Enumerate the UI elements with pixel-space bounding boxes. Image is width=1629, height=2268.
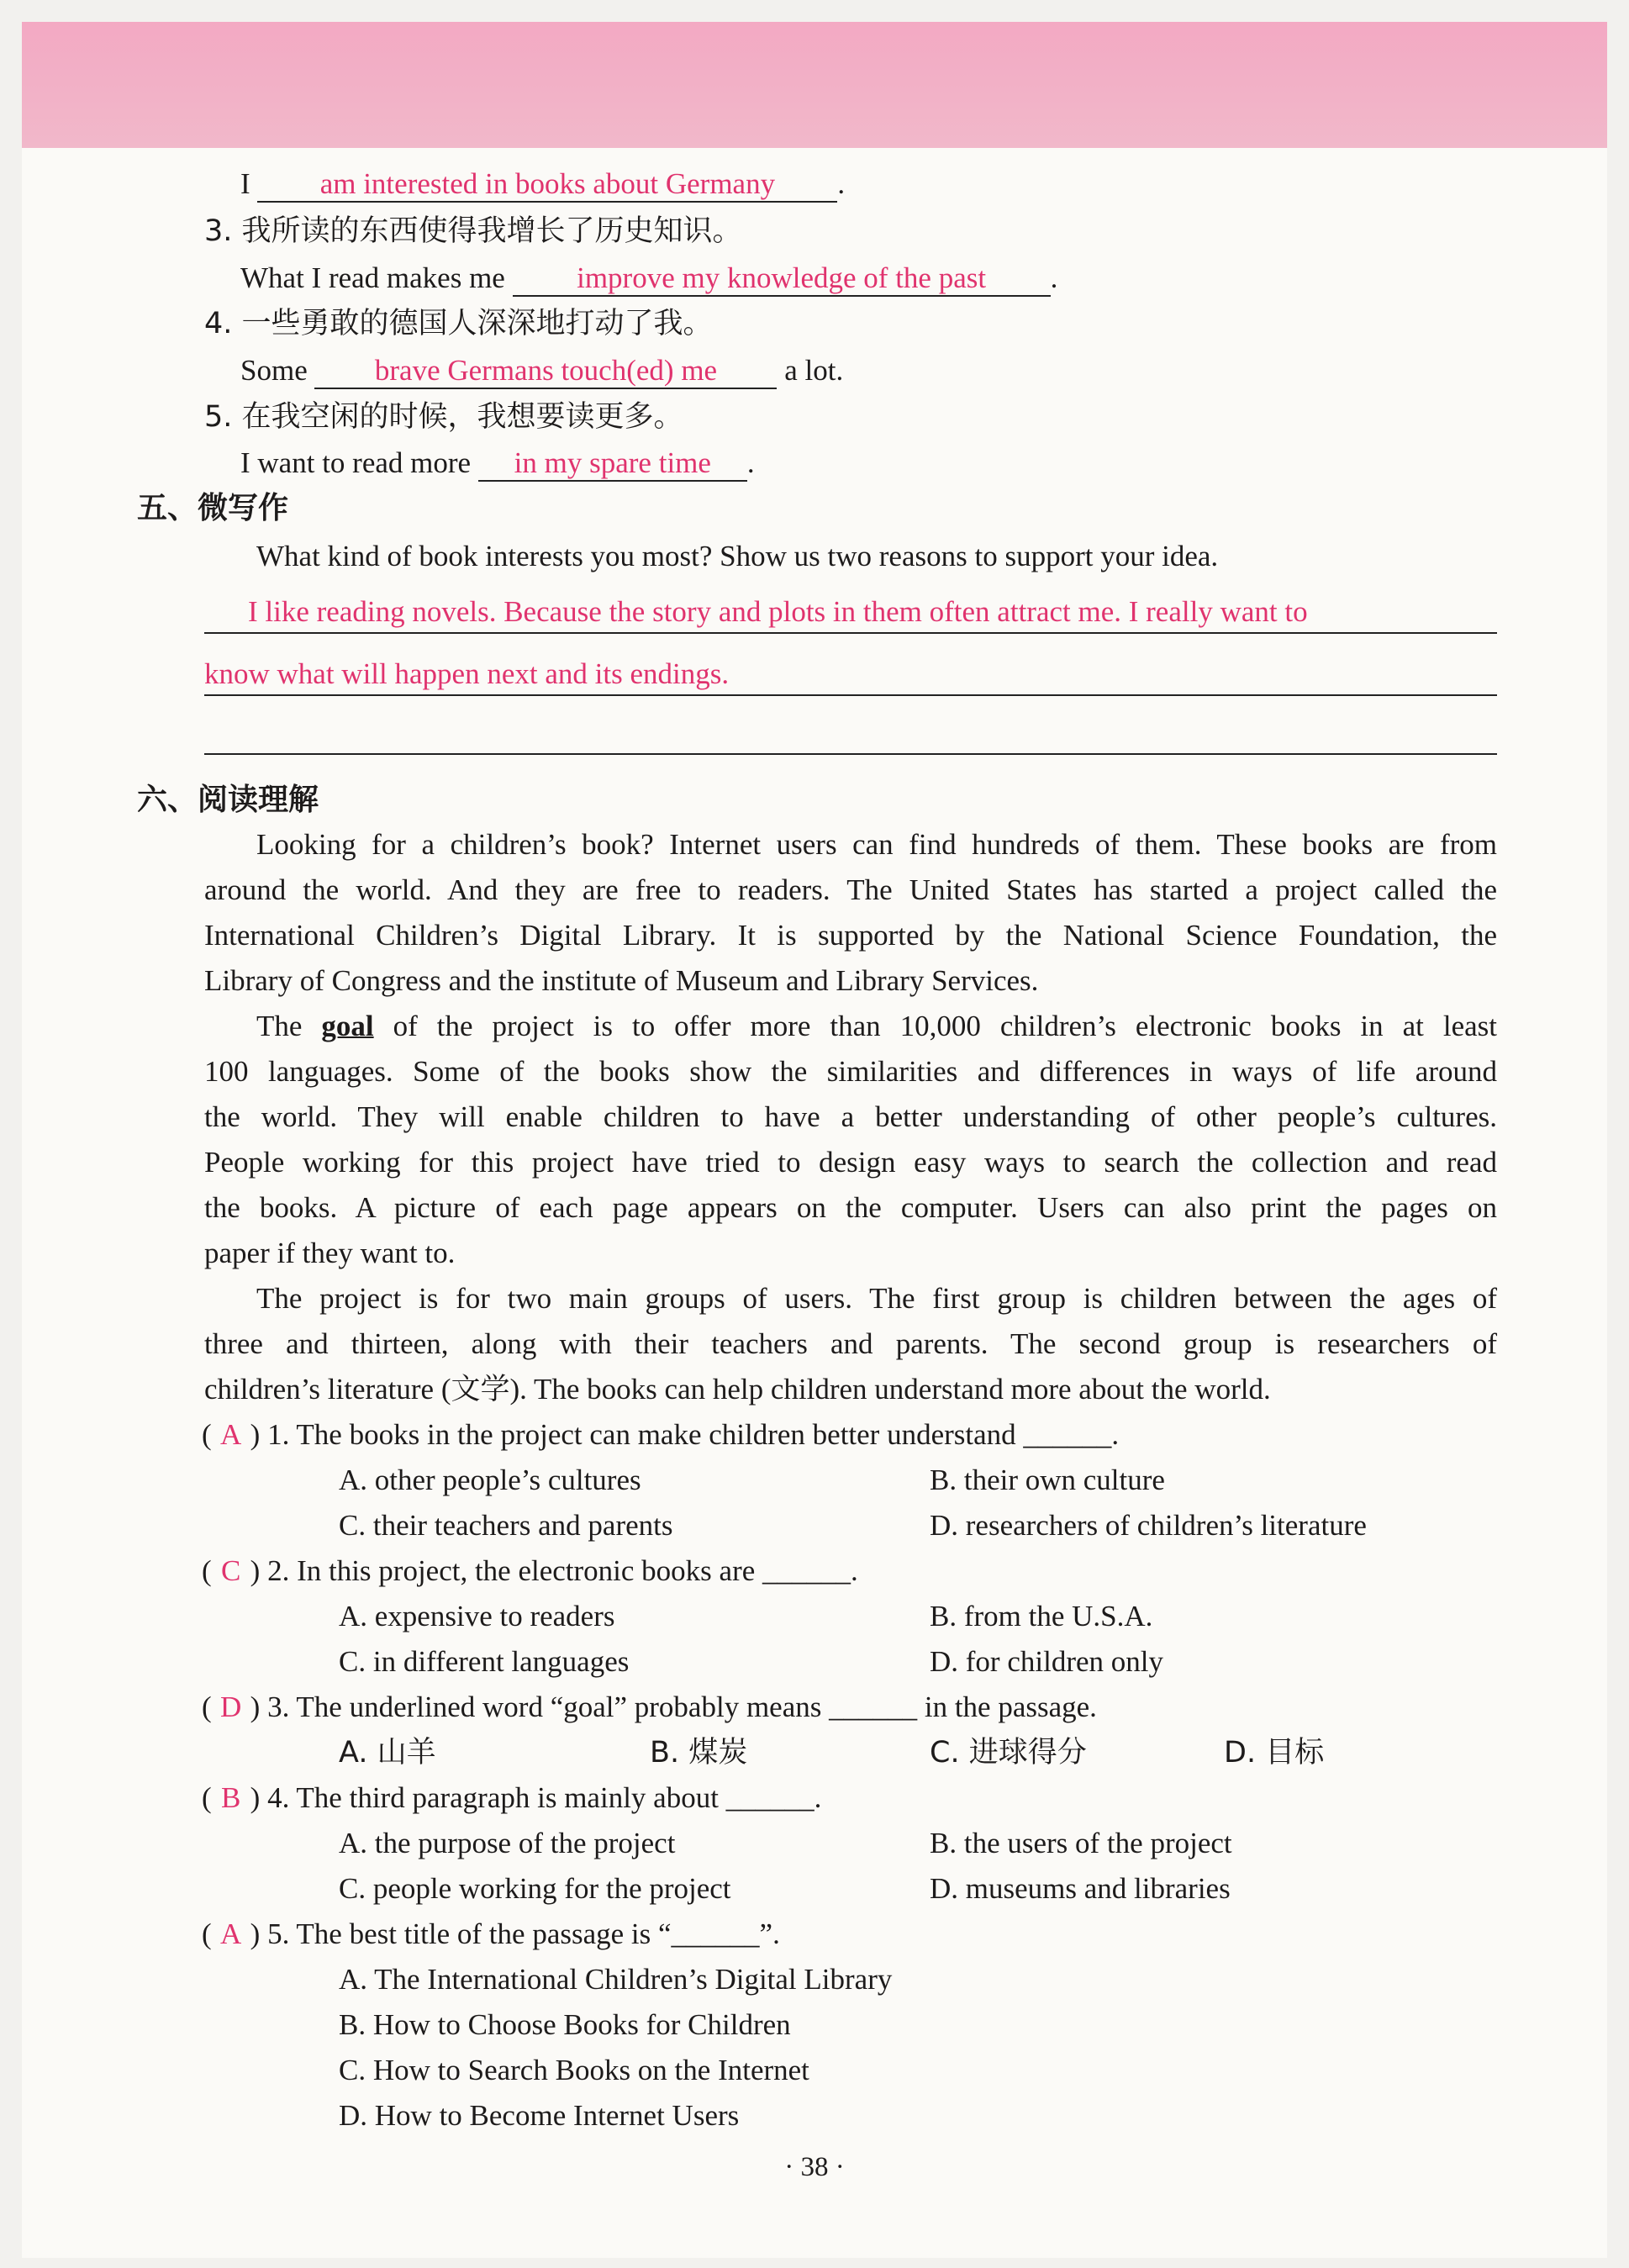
option: D. researchers of children’s literature <box>930 1509 1367 1542</box>
translation-item: I want to read more in my spare time . <box>240 445 755 482</box>
option: A. the purpose of the project <box>339 1827 676 1859</box>
option: D. 目标 <box>1224 1736 1325 1770</box>
question-stem: ( C ) 2. In this project, the electronic books are ______. <box>202 1553 858 1590</box>
question-stem: ( A ) 1. The books in the project can make children better understand ______. <box>202 1416 1119 1453</box>
writing-rule <box>204 632 1497 634</box>
passage-line: People working for this project have tried to design easy ways to search the collection and read <box>204 1146 1497 1179</box>
item-tail: . <box>837 167 846 200</box>
option: B. 煤炭 <box>650 1736 748 1770</box>
section-heading-writing: 五、微写作 <box>137 491 289 525</box>
answer-mark: A <box>220 1917 242 1950</box>
answer-mark: A <box>220 1418 242 1451</box>
option: A. The International Children’s Digital Library <box>339 1963 893 1996</box>
translation-item-cn: 5. 在我空闲的时候，我想要读更多。 <box>204 400 683 434</box>
section-heading-reading: 六、阅读理解 <box>137 783 319 817</box>
option: D. museums and libraries <box>930 1872 1231 1905</box>
answer-blank: improve my knowledge of the past <box>513 261 1051 297</box>
option: A. expensive to readers <box>339 1600 615 1632</box>
answer-blank: am interested in books about Germany <box>257 167 837 203</box>
writing-prompt: What kind of book interests you most? Show us two reasons to support your idea. <box>256 540 1219 572</box>
option: C. How to Search Books on the Internet <box>339 2054 809 2086</box>
underlined-word: goal <box>321 1010 374 1042</box>
question-stem: ( B ) 4. The third paragraph is mainly about ______. <box>202 1780 821 1817</box>
option: A. other people’s cultures <box>339 1464 641 1496</box>
passage-line: around the world. And they are free to readers. The United States has started a project called the <box>204 873 1497 906</box>
answer-blank: brave Germans touch(ed) me <box>314 354 777 389</box>
option: B. the users of the project <box>930 1827 1232 1859</box>
passage-line: paper if they want to. <box>204 1237 456 1269</box>
passage-line: 100 languages. Some of the books show the similarities and differences in ways of life around <box>204 1055 1497 1088</box>
translation-item: What I read makes me improve my knowledge of the past . <box>240 260 1057 297</box>
option: B. from the U.S.A. <box>930 1600 1153 1632</box>
answer-mark: B <box>220 1781 241 1814</box>
translation-item-cn: 4. 一些勇敢的德国人深深地打动了我。 <box>204 307 713 340</box>
passage-line: Library of Congress and the institute of Museum and Library Services. <box>204 964 1039 997</box>
option: A. 山羊 <box>339 1736 436 1770</box>
answer-mark: C <box>220 1554 241 1587</box>
passage-line: three and thirteen, along with their teachers and parents. The second group is researchers of <box>204 1327 1497 1360</box>
passage-line: children’s literature (文学). The books can help children understand more about the world. <box>204 1373 1271 1406</box>
option: C. in different languages <box>339 1645 630 1678</box>
item-text: I <box>240 167 250 200</box>
option: D. How to Become Internet Users <box>339 2099 740 2132</box>
writing-rule <box>204 694 1497 696</box>
option: C. their teachers and parents <box>339 1509 673 1542</box>
passage-line: the books. A picture of each page appears on the computer. Users can also print the pages on <box>204 1191 1497 1224</box>
passage-line: the world. They will enable children to have a better understanding of other people’s cultures. <box>204 1100 1497 1133</box>
passage-line: International Children’s Digital Library. It is supported by the National Science Foundation, the <box>204 919 1497 952</box>
option: B. How to Choose Books for Children <box>339 2008 791 2041</box>
translation-item: Some brave Germans touch(ed) me a lot. <box>240 352 843 389</box>
answer-mark: D <box>220 1690 242 1723</box>
passage-line: The goal of the project is to offer more than 10,000 children’s electronic books in at least <box>256 1010 1497 1042</box>
translation-item-cn: 3. 我所读的东西使得我增长了历史知识。 <box>204 214 742 248</box>
option: B. their own culture <box>930 1464 1165 1496</box>
passage-line: Looking for a children’s book? Internet users can find hundreds of them. These books are from <box>256 828 1497 861</box>
question-stem: ( D ) 3. The underlined word “goal” probably means ______ in the passage. <box>202 1689 1097 1726</box>
writing-answer-line-1: I like reading novels. Because the story and plots in them often attract me. I really want to <box>248 595 1308 628</box>
writing-rule <box>204 753 1497 755</box>
writing-answer-line-2: know what will happen next and its endings. <box>204 657 730 690</box>
option: D. for children only <box>930 1645 1163 1678</box>
option: C. 进球得分 <box>930 1736 1087 1770</box>
passage-line: The project is for two main groups of users. The first group is children between the ages of <box>256 1282 1497 1315</box>
option: C. people working for the project <box>339 1872 731 1905</box>
answer-blank: in my spare time <box>478 446 747 482</box>
page-number: · 38 · <box>784 2152 845 2182</box>
question-stem: ( A ) 5. The best title of the passage is “______”. <box>202 1916 780 1953</box>
translation-item <box>240 166 845 203</box>
